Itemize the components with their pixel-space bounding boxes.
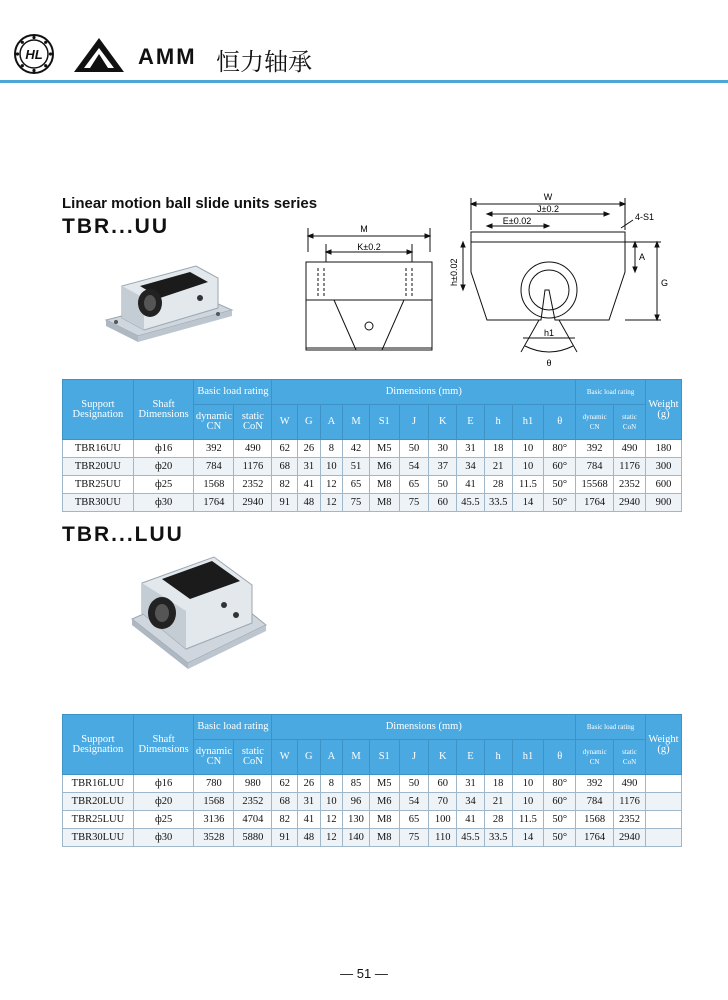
cell-stat2: 1176 xyxy=(614,458,646,476)
cell-s1: M8 xyxy=(369,829,399,847)
cell-weight xyxy=(645,829,681,847)
cell-shaft: ф25 xyxy=(133,811,194,829)
cell-desig: TBR20UU xyxy=(63,458,134,476)
cell-s1: M8 xyxy=(369,811,399,829)
cell-dyn2: 392 xyxy=(576,440,614,458)
cell-desig: TBR16LUU xyxy=(63,775,134,793)
cell-stat: 1176 xyxy=(234,458,272,476)
hl-logo-icon xyxy=(14,34,54,74)
side-view-drawing xyxy=(296,222,442,357)
col-weight: Weight (g) xyxy=(645,380,681,440)
cell-k: 70 xyxy=(429,793,457,811)
cell-theta: 60° xyxy=(544,458,576,476)
cell-stat2: 490 xyxy=(614,440,646,458)
cell-theta: 60° xyxy=(544,793,576,811)
cell-dyn: 780 xyxy=(194,775,234,793)
col-static-2: static CoN xyxy=(614,740,646,775)
dim-h-label: h±0.02 xyxy=(449,258,459,286)
col-theta: θ xyxy=(544,740,576,775)
cell-h: 18 xyxy=(484,440,512,458)
triangle-logo-icon xyxy=(72,36,126,74)
col-dynamic-2: dynamic CN xyxy=(576,405,614,440)
cell-s1: M6 xyxy=(369,793,399,811)
table-row xyxy=(63,829,682,847)
cell-desig: TBR30UU xyxy=(63,494,134,512)
cell-h: 18 xyxy=(484,775,512,793)
cell-h1: 10 xyxy=(512,793,544,811)
cell-g: 41 xyxy=(298,811,321,829)
cell-g: 26 xyxy=(298,775,321,793)
cell-k: 50 xyxy=(429,476,457,494)
cell-dyn2: 392 xyxy=(576,775,614,793)
cell-h1: 10 xyxy=(512,458,544,476)
cell-theta: 80° xyxy=(544,775,576,793)
cell-m: 85 xyxy=(343,775,370,793)
cell-desig: TBR20LUU xyxy=(63,793,134,811)
dim-a-label: A xyxy=(639,252,646,262)
cell-e: 34 xyxy=(457,793,485,811)
table-body-uu xyxy=(63,440,682,512)
table-row xyxy=(63,476,682,494)
cell-s1: M8 xyxy=(369,476,399,494)
cell-stat2: 2940 xyxy=(614,829,646,847)
cell-dyn: 1568 xyxy=(194,476,234,494)
cell-j: 75 xyxy=(399,494,429,512)
cell-dyn: 1764 xyxy=(194,494,234,512)
table-row xyxy=(63,811,682,829)
cell-dyn2: 1764 xyxy=(576,494,614,512)
col-support: Support Designation xyxy=(63,380,134,440)
cell-weight xyxy=(645,775,681,793)
cell-stat: 2352 xyxy=(234,793,272,811)
cell-h1: 14 xyxy=(512,829,544,847)
cell-desig: TBR30LUU xyxy=(63,829,134,847)
cell-desig: TBR25UU xyxy=(63,476,134,494)
cell-weight: 600 xyxy=(645,476,681,494)
table-row xyxy=(63,775,682,793)
cell-j: 65 xyxy=(399,476,429,494)
col-s1: S1 xyxy=(369,405,399,440)
cell-s1: M5 xyxy=(369,440,399,458)
cell-shaft: ф30 xyxy=(133,494,194,512)
logo-letters: HL xyxy=(25,47,43,62)
col-theta: θ xyxy=(544,405,576,440)
col-shaft: Shaft Dimensions xyxy=(133,380,194,440)
cell-stat2: 2352 xyxy=(614,811,646,829)
cell-stat: 980 xyxy=(234,775,272,793)
col-g: G xyxy=(298,405,321,440)
cell-weight: 300 xyxy=(645,458,681,476)
col-h1: h1 xyxy=(512,405,544,440)
section-title: Linear motion ball slide units series xyxy=(62,195,318,212)
cell-m: 130 xyxy=(343,811,370,829)
series-title-luu: TBR...LUU xyxy=(62,523,184,546)
cell-h1: 11.5 xyxy=(512,476,544,494)
col-h: h xyxy=(484,740,512,775)
col-static: static CoN xyxy=(234,740,272,775)
cell-w: 91 xyxy=(272,494,298,512)
cell-a: 12 xyxy=(320,476,343,494)
cell-weight: 900 xyxy=(645,494,681,512)
dim-s1-label: 4-S1 xyxy=(635,212,655,222)
col-static: static CoN xyxy=(234,405,272,440)
cell-stat: 2352 xyxy=(234,476,272,494)
col-weight: Weight (g) xyxy=(645,715,681,775)
cell-w: 91 xyxy=(272,829,298,847)
cell-theta: 80° xyxy=(544,440,576,458)
col-dynamic: dynamic CN xyxy=(194,405,234,440)
cell-dyn2: 784 xyxy=(576,458,614,476)
cell-e: 31 xyxy=(457,775,485,793)
cell-theta: 50° xyxy=(544,829,576,847)
cell-weight: 180 xyxy=(645,440,681,458)
cell-k: 37 xyxy=(429,458,457,476)
cell-k: 60 xyxy=(429,494,457,512)
cell-s1: M6 xyxy=(369,458,399,476)
cell-shaft: ф20 xyxy=(133,458,194,476)
cell-theta: 50° xyxy=(544,494,576,512)
cell-theta: 50° xyxy=(544,811,576,829)
series-title-uu: TBR...UU xyxy=(62,215,169,238)
col-k: K xyxy=(429,740,457,775)
cell-stat: 4704 xyxy=(234,811,272,829)
cell-a: 12 xyxy=(320,829,343,847)
table-row xyxy=(63,440,682,458)
table-body-luu xyxy=(63,775,682,847)
cell-w: 82 xyxy=(272,476,298,494)
col-dynamic-2: dynamic CN xyxy=(576,740,614,775)
brand-name: AMM xyxy=(138,44,197,69)
table-row xyxy=(63,458,682,476)
cell-k: 60 xyxy=(429,775,457,793)
cell-h1: 11.5 xyxy=(512,811,544,829)
product-photo-luu xyxy=(128,553,268,673)
col-m: M xyxy=(343,405,370,440)
cell-j: 75 xyxy=(399,829,429,847)
cell-weight xyxy=(645,793,681,811)
cell-dyn2: 784 xyxy=(576,793,614,811)
col-m: M xyxy=(343,740,370,775)
cell-h1: 10 xyxy=(512,440,544,458)
cell-desig: TBR25LUU xyxy=(63,811,134,829)
page-header xyxy=(0,0,728,84)
header-divider xyxy=(0,80,728,83)
cell-stat: 490 xyxy=(234,440,272,458)
cell-h: 33.5 xyxy=(484,829,512,847)
cell-j: 65 xyxy=(399,811,429,829)
col-a: A xyxy=(320,740,343,775)
cell-e: 41 xyxy=(457,811,485,829)
cell-k: 30 xyxy=(429,440,457,458)
cell-h: 33.5 xyxy=(484,494,512,512)
cell-h: 28 xyxy=(484,811,512,829)
cell-h1: 10 xyxy=(512,775,544,793)
cell-m: 65 xyxy=(343,476,370,494)
table-row xyxy=(63,793,682,811)
cell-stat2: 490 xyxy=(614,775,646,793)
cell-dyn: 392 xyxy=(194,440,234,458)
cell-stat2: 2352 xyxy=(614,476,646,494)
cell-stat: 2940 xyxy=(234,494,272,512)
table-row xyxy=(63,494,682,512)
col-g: G xyxy=(298,740,321,775)
cell-dyn: 3528 xyxy=(194,829,234,847)
cell-a: 12 xyxy=(320,494,343,512)
cell-m: 140 xyxy=(343,829,370,847)
dim-w-label: W xyxy=(543,192,553,202)
col-e: E xyxy=(457,405,485,440)
spec-table-uu xyxy=(62,379,682,512)
col-j: J xyxy=(399,405,429,440)
cell-g: 26 xyxy=(298,440,321,458)
cell-j: 50 xyxy=(399,775,429,793)
spec-table-luu xyxy=(62,714,682,847)
front-view-drawing xyxy=(445,190,675,370)
dim-m-label: M xyxy=(360,224,368,234)
col-support: Support Designation xyxy=(63,715,134,775)
cell-h: 28 xyxy=(484,476,512,494)
cell-a: 10 xyxy=(320,458,343,476)
col-basic-load-2: Basic load rating xyxy=(576,380,646,405)
cell-h1: 14 xyxy=(512,494,544,512)
cell-m: 75 xyxy=(343,494,370,512)
col-e: E xyxy=(457,740,485,775)
cell-h: 21 xyxy=(484,793,512,811)
cell-shaft: ф30 xyxy=(133,829,194,847)
cell-a: 12 xyxy=(320,811,343,829)
col-s1: S1 xyxy=(369,740,399,775)
col-dimensions: Dimensions (mm) xyxy=(272,715,576,740)
dim-h1-label: h1 xyxy=(543,328,555,338)
dim-j-label: J±0.2 xyxy=(537,204,559,214)
cell-e: 31 xyxy=(457,440,485,458)
col-basic-load: Basic load rating xyxy=(194,380,272,405)
cell-weight xyxy=(645,811,681,829)
cell-s1: M8 xyxy=(369,494,399,512)
cell-g: 31 xyxy=(298,458,321,476)
col-dimensions: Dimensions (mm) xyxy=(272,380,576,405)
cell-a: 10 xyxy=(320,793,343,811)
cell-dyn2: 1764 xyxy=(576,829,614,847)
cell-dyn2: 1568 xyxy=(576,811,614,829)
cell-desig: TBR16UU xyxy=(63,440,134,458)
cell-k: 110 xyxy=(429,829,457,847)
cell-g: 48 xyxy=(298,494,321,512)
cell-j: 54 xyxy=(399,458,429,476)
cell-k: 100 xyxy=(429,811,457,829)
cell-w: 62 xyxy=(272,440,298,458)
col-a: A xyxy=(320,405,343,440)
col-basic-load-2: Basic load rating xyxy=(576,715,646,740)
cell-dyn: 1568 xyxy=(194,793,234,811)
col-shaft: Shaft Dimensions xyxy=(133,715,194,775)
dim-e-label: E±0.02 xyxy=(502,216,532,226)
col-j: J xyxy=(399,740,429,775)
cell-dyn2: 15568 xyxy=(576,476,614,494)
cell-shaft: ф16 xyxy=(133,775,194,793)
cell-m: 42 xyxy=(343,440,370,458)
cell-g: 31 xyxy=(298,793,321,811)
cell-a: 8 xyxy=(320,775,343,793)
cell-shaft: ф20 xyxy=(133,793,194,811)
cell-e: 45.5 xyxy=(457,494,485,512)
cell-stat2: 2940 xyxy=(614,494,646,512)
cell-a: 8 xyxy=(320,440,343,458)
cell-h: 21 xyxy=(484,458,512,476)
col-k: K xyxy=(429,405,457,440)
col-static-2: static CoN xyxy=(614,405,646,440)
cell-e: 45.5 xyxy=(457,829,485,847)
dim-theta-label: θ xyxy=(546,358,552,368)
cell-shaft: ф16 xyxy=(133,440,194,458)
cell-shaft: ф25 xyxy=(133,476,194,494)
cell-w: 62 xyxy=(272,775,298,793)
product-photo-uu xyxy=(100,258,235,343)
cell-g: 48 xyxy=(298,829,321,847)
cell-m: 96 xyxy=(343,793,370,811)
col-w: W xyxy=(272,740,298,775)
cell-s1: M5 xyxy=(369,775,399,793)
cell-e: 41 xyxy=(457,476,485,494)
cell-dyn: 784 xyxy=(194,458,234,476)
page-number: — 51 — xyxy=(340,966,388,981)
cell-j: 50 xyxy=(399,440,429,458)
cell-w: 68 xyxy=(272,793,298,811)
cell-g: 41 xyxy=(298,476,321,494)
brand-chinese-name: 恒力轴承 xyxy=(216,48,312,76)
cell-stat: 5880 xyxy=(234,829,272,847)
dim-g-label: G xyxy=(661,278,669,288)
col-w: W xyxy=(272,405,298,440)
cell-theta: 50° xyxy=(544,476,576,494)
cell-dyn: 3136 xyxy=(194,811,234,829)
dim-k-label: K±0.2 xyxy=(357,242,381,252)
col-h: h xyxy=(484,405,512,440)
cell-j: 54 xyxy=(399,793,429,811)
cell-stat2: 1176 xyxy=(614,793,646,811)
col-h1: h1 xyxy=(512,740,544,775)
cell-e: 34 xyxy=(457,458,485,476)
cell-m: 51 xyxy=(343,458,370,476)
col-basic-load: Basic load rating xyxy=(194,715,272,740)
cell-w: 82 xyxy=(272,811,298,829)
col-dynamic: dynamic CN xyxy=(194,740,234,775)
cell-w: 68 xyxy=(272,458,298,476)
